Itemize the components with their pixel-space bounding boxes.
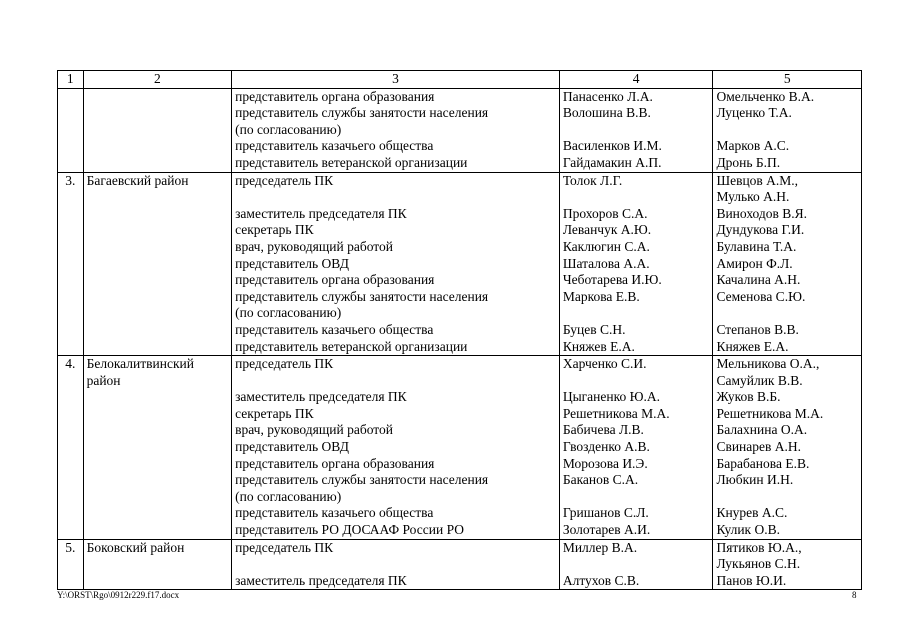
- district-name-cell: [83, 356, 232, 540]
- position-line: (по согласованию): [235, 488, 342, 504]
- position-line: председатель ПК: [235, 539, 334, 555]
- position-line: представитель казачьего общества: [235, 321, 434, 337]
- reserve-name: Мулько А.Н.: [716, 189, 790, 205]
- district-name-cell: [83, 172, 232, 356]
- position-line: (по согласованию): [235, 305, 342, 321]
- reserve-name: Виноходов В.Я.: [716, 205, 808, 221]
- reserve-name: Самуйлик В.В.: [716, 372, 803, 388]
- row-number: [58, 88, 84, 172]
- position-line: представитель ветеранской организации: [235, 338, 468, 354]
- member-name: Бабичева Л.В.: [562, 422, 644, 438]
- position-line: (по согласованию): [235, 121, 342, 137]
- member-cell: [559, 172, 713, 356]
- member-name: Решетникова М.А.: [562, 405, 670, 421]
- column-header: 3: [232, 71, 560, 89]
- reserve-name: Степанов В.В.: [716, 321, 799, 337]
- member-name: Василенков И.М.: [562, 138, 662, 154]
- district-name-cell: [83, 539, 232, 590]
- page-number: 8: [852, 590, 857, 600]
- position-cell: [232, 539, 560, 590]
- table-row: [58, 356, 862, 540]
- position-line: представитель службы занятости населения: [235, 288, 489, 304]
- position-line: представитель органа образования: [235, 272, 435, 288]
- commission-table: [57, 70, 862, 590]
- position-line: представитель службы занятости населения: [235, 472, 489, 488]
- footer-file-path: Y:\ORST\Rgo\0912r229.f17.docx: [57, 590, 180, 600]
- member-name: Каклюгин С.А.: [562, 238, 650, 254]
- member-name: Княжев Е.А.: [562, 338, 635, 354]
- member-name: Баканов С.А.: [562, 472, 639, 488]
- member-name: Гайдамакин А.П.: [562, 154, 662, 170]
- reserve-name: Пятиков Ю.А.,: [716, 539, 802, 555]
- reserve-name: Амирон Ф.Л.: [716, 255, 793, 271]
- district-name-cell: [83, 88, 232, 172]
- column-header: 1: [58, 71, 84, 89]
- reserve-name: [716, 489, 858, 506]
- member-name: [563, 189, 710, 206]
- member-cell: [559, 356, 713, 540]
- member-name: [563, 556, 710, 573]
- member-name: Волошина В.В.: [562, 105, 651, 121]
- position-line: [235, 373, 556, 390]
- member-name: Шаталова А.А.: [562, 255, 650, 271]
- member-name: Панасенко Л.А.: [562, 88, 653, 104]
- member-cell: [559, 539, 713, 590]
- reserve-name: Луценко Т.А.: [716, 105, 792, 121]
- row-number: 4.: [58, 356, 84, 540]
- reserve-name: Панов Ю.И.: [716, 572, 787, 588]
- reserve-name: Дундукова Г.И.: [716, 222, 805, 238]
- reserve-cell: [713, 539, 862, 590]
- reserve-name: Лукьянов С.Н.: [716, 556, 801, 572]
- member-name: Прохоров С.А.: [562, 205, 648, 221]
- district-line: район: [86, 372, 121, 388]
- reserve-name: [716, 305, 858, 322]
- member-name: Золотарев А.И.: [562, 522, 651, 538]
- reserve-name: Дронь Б.П.: [716, 154, 781, 170]
- reserve-name: Решетникова М.А.: [716, 405, 824, 421]
- district-line: Багаевский район: [86, 172, 189, 188]
- position-line: представитель ОВД: [235, 439, 350, 455]
- member-name: Цыганенко Ю.А.: [562, 389, 660, 405]
- position-line: заместитель председателя ПК: [235, 572, 407, 588]
- position-cell: [232, 88, 560, 172]
- member-cell: [559, 88, 713, 172]
- member-name: Маркова Е.В.: [562, 288, 640, 304]
- position-line: представитель РО ДОСААФ России РО: [235, 522, 464, 538]
- member-name: Толок Л.Г.: [562, 172, 623, 188]
- member-name: Алтухов С.В.: [562, 572, 640, 588]
- reserve-cell: [713, 172, 862, 356]
- district-line: Боковский район: [86, 539, 185, 555]
- position-line: председатель ПК: [235, 172, 334, 188]
- reserve-name: Качалина А.Н.: [716, 272, 801, 288]
- reserve-name: Кулик О.В.: [716, 522, 780, 538]
- position-line: представитель казачьего общества: [235, 505, 434, 521]
- header-row: [58, 71, 862, 89]
- reserve-name: [716, 122, 858, 139]
- table-body: [58, 71, 862, 590]
- table-row: [58, 172, 862, 356]
- position-line: секретарь ПК: [235, 405, 314, 421]
- reserve-name: Омельченко В.А.: [716, 88, 815, 104]
- reserve-cell: [713, 88, 862, 172]
- position-line: врач, руководящий работой: [235, 422, 393, 438]
- member-name: Миллер В.А.: [562, 539, 638, 555]
- position-line: заместитель председателя ПК: [235, 389, 407, 405]
- reserve-name: Семенова С.Ю.: [716, 288, 806, 304]
- member-name: Морозова И.Э.: [562, 455, 648, 471]
- district-line: Белокалитвинский: [86, 356, 194, 372]
- position-line: представитель службы занятости населения: [235, 105, 489, 121]
- member-name: Гвозденко А.В.: [562, 439, 650, 455]
- position-line: представитель органа образования: [235, 455, 435, 471]
- row-number: 5.: [58, 539, 84, 590]
- position-line: заместитель председателя ПК: [235, 205, 407, 221]
- position-line: председатель ПК: [235, 356, 334, 372]
- member-name: [563, 489, 710, 506]
- column-header: 5: [713, 71, 862, 89]
- member-name: Харченко С.И.: [562, 356, 647, 372]
- member-name: Буцев С.Н.: [562, 321, 626, 337]
- reserve-name: Шевцов А.М.,: [716, 172, 799, 188]
- position-line: [235, 189, 556, 206]
- position-cell: [232, 172, 560, 356]
- reserve-name: Балахнина О.А.: [716, 422, 808, 438]
- position-line: секретарь ПК: [235, 222, 314, 238]
- member-name: Леванчук А.Ю.: [562, 222, 652, 238]
- reserve-name: Свинарев А.Н.: [716, 439, 802, 455]
- member-name: Гришанов С.Л.: [562, 505, 649, 521]
- reserve-name: Мельникова О.А.,: [716, 356, 820, 372]
- position-cell: [232, 356, 560, 540]
- table-row: [58, 88, 862, 172]
- reserve-name: Булавина Т.А.: [716, 238, 797, 254]
- position-line: представитель органа образования: [235, 88, 435, 104]
- reserve-name: Марков А.С.: [716, 138, 790, 154]
- table-row: [58, 539, 862, 590]
- position-line: представитель ветеранской организации: [235, 154, 468, 170]
- reserve-name: Жуков В.Б.: [716, 389, 781, 405]
- reserve-name: Барабанова Е.В.: [716, 455, 810, 471]
- row-number: 3.: [58, 172, 84, 356]
- position-line: [235, 556, 556, 573]
- reserve-name: Кнурев А.С.: [716, 505, 788, 521]
- member-name: [563, 305, 710, 322]
- reserve-name: Любкин И.Н.: [716, 472, 794, 488]
- member-name: [563, 122, 710, 139]
- member-name: Чеботарева И.Ю.: [562, 272, 662, 288]
- column-header: 2: [83, 71, 232, 89]
- column-header: 4: [559, 71, 713, 89]
- position-line: врач, руководящий работой: [235, 238, 393, 254]
- position-line: представитель ОВД: [235, 255, 350, 271]
- position-line: представитель казачьего общества: [235, 138, 434, 154]
- reserve-name: Княжев Е.А.: [716, 338, 789, 354]
- reserve-cell: [713, 356, 862, 540]
- member-name: [563, 373, 710, 390]
